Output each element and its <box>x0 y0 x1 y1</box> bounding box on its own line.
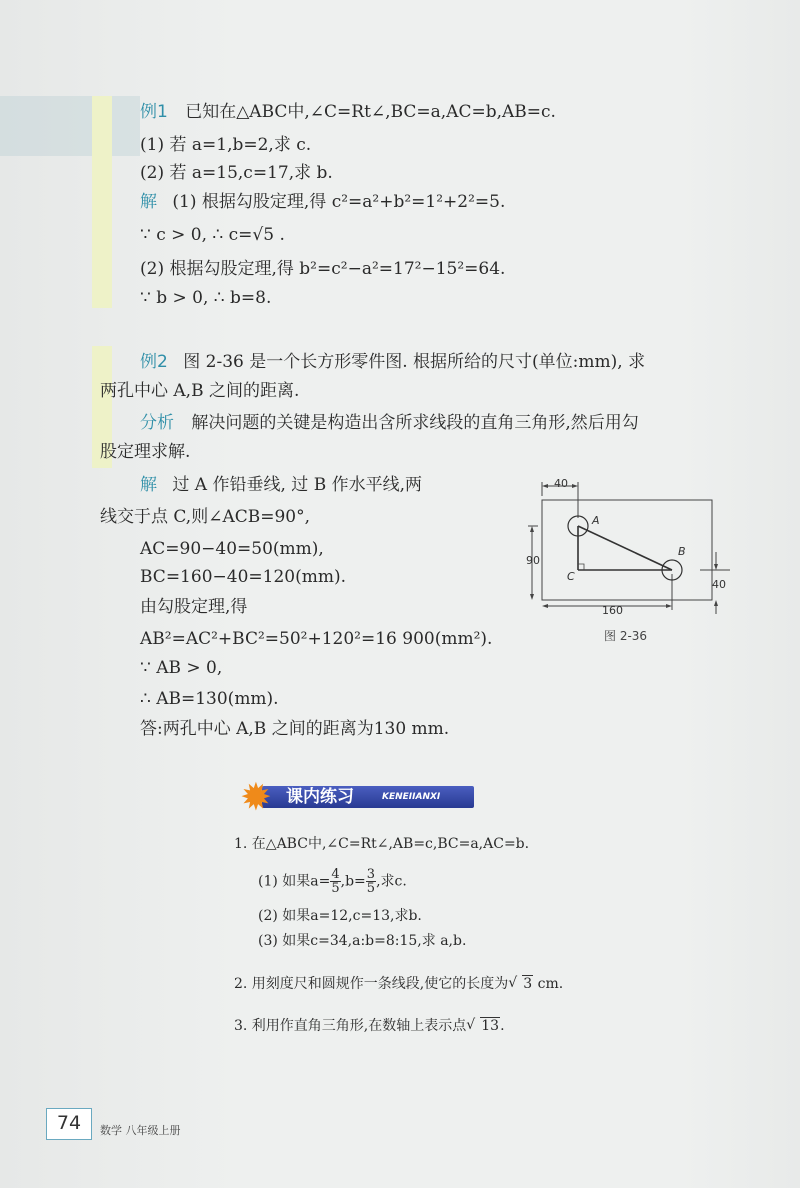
sqrt-3-radicand: 3 <box>523 976 533 992</box>
example2-label: 例2 <box>140 352 168 372</box>
example2-solution6: AB²=AC²+BC²=50²+120²=16 900(mm²). <box>140 629 493 649</box>
sqrt-13-radicand: 13 <box>481 1018 500 1034</box>
example1-statement-line <box>140 101 556 123</box>
fraction-a-denominator: 5 <box>331 881 340 896</box>
point-b-label: B <box>678 545 686 558</box>
example1-highlight-band <box>92 96 112 308</box>
dim-top-40: 40 <box>554 478 568 490</box>
sqrt-13: √ 13 <box>466 1017 500 1034</box>
practice-pinyin: KENEIIANXI <box>382 792 441 802</box>
exercise3-period: . <box>500 1018 505 1034</box>
point-c-label: C <box>567 570 575 583</box>
example2-analysis2: 股定理求解. <box>100 442 191 462</box>
example2-analysis-label: 分析 <box>140 413 174 433</box>
example2-solution-label: 解 <box>140 475 157 495</box>
example2-solution4: BC=160−40=120(mm). <box>140 567 346 587</box>
practice-banner <box>240 775 474 819</box>
fraction-b <box>366 868 376 895</box>
exercise1-1-prefix: (1) 如果a= <box>258 873 331 890</box>
dim-right-40: 40 <box>712 578 726 591</box>
example1-solution1-line <box>140 191 505 213</box>
exercise1-2: (2) 如果a=12,c=13,求b. <box>258 908 422 924</box>
star-icon: ✹ <box>240 775 272 819</box>
exercise1-1-mid: ,b= <box>340 873 366 890</box>
example2-solution3: AC=90−40=50(mm), <box>140 539 324 559</box>
example2-solution5: 由勾股定理,得 <box>140 597 248 617</box>
exercise1: 1. 在△ABC中,∠C=Rt∠,AB=c,BC=a,AC=b. <box>234 836 530 852</box>
example2-statement2: 两孔中心 A,B 之间的距离. <box>100 381 300 401</box>
example2-statement-line1 <box>140 351 645 373</box>
exercise1-1-suffix: ,求c. <box>376 873 407 890</box>
example2-solution2: 线交于点 C,则∠ACB=90°, <box>100 507 311 527</box>
exercise1-3: (3) 如果c=34,a:b=8:15,求 a,b. <box>258 933 467 949</box>
figure-2-36 <box>520 478 740 624</box>
part-outline <box>542 500 712 600</box>
example2-solution1: 过 A 作铅垂线, 过 B 作水平线,两 <box>172 475 423 495</box>
exercise2-unit: cm. <box>533 976 564 992</box>
point-a-label: A <box>592 514 600 527</box>
fraction-a-numerator: 4 <box>331 867 340 882</box>
fraction-a <box>330 868 340 895</box>
example2-solution8: ∴ AB=130(mm). <box>140 689 279 709</box>
example2-solution-line1 <box>140 474 422 496</box>
example1-solution1: (1) 根据勾股定理,得 c²=a²+b²=1²+2²=5. <box>172 192 506 212</box>
example1-solution2: (2) 根据勾股定理,得 b²=c²−a²=17²−15²=64. <box>140 259 506 279</box>
example1-statement: 已知在△ABC中,∠C=Rt∠,BC=a,AC=b,AB=c. <box>185 102 556 122</box>
exercise2 <box>234 974 563 994</box>
fraction-b-denominator: 5 <box>366 881 376 896</box>
example2-statement1: 图 2-36 是一个长方形零件图. 根据所给的尺寸(单位:mm), 求 <box>183 352 646 372</box>
fraction-b-numerator: 3 <box>366 867 376 882</box>
practice-title: 课内练习 <box>286 787 354 807</box>
book-title-footer: 数学 八年级上册 <box>100 1124 181 1137</box>
example2-analysis1: 解决问题的关键是构造出含所求线段的直角三角形,然后用勾 <box>191 413 639 433</box>
sqrt-3: √ 3 <box>508 975 533 992</box>
example1-because2: ∵ b > 0, ∴ b=8. <box>140 288 272 308</box>
page-number-box <box>46 1108 92 1140</box>
exercise1-1 <box>258 868 407 895</box>
dim-left-90: 90 <box>526 554 540 567</box>
example1-question2: (2) 若 a=15,c=17,求 b. <box>140 163 333 183</box>
example2-answer: 答:两孔中心 A,B 之间的距离为130 mm. <box>140 719 450 739</box>
example1-question1: (1) 若 a=1,b=2,求 c. <box>140 135 312 155</box>
example1-solution-label: 解 <box>140 192 157 212</box>
exercise3-text: 3. 利用作直角三角形,在数轴上表示点 <box>234 1018 467 1034</box>
exercise3 <box>234 1016 505 1036</box>
page-number: 74 <box>56 1112 82 1134</box>
exercise2-text: 2. 用刻度尺和圆规作一条线段,使它的长度为 <box>234 976 509 992</box>
dim-bottom-160: 160 <box>602 604 623 617</box>
figure-caption: 图 2-36 <box>604 629 648 643</box>
scan-tint <box>0 96 140 156</box>
example2-analysis-line1 <box>140 412 639 434</box>
example1-label: 例1 <box>140 102 168 122</box>
example1-because1: ∵ c > 0, ∴ c=√5 . <box>140 225 285 245</box>
example2-solution7: ∵ AB > 0, <box>140 658 223 678</box>
